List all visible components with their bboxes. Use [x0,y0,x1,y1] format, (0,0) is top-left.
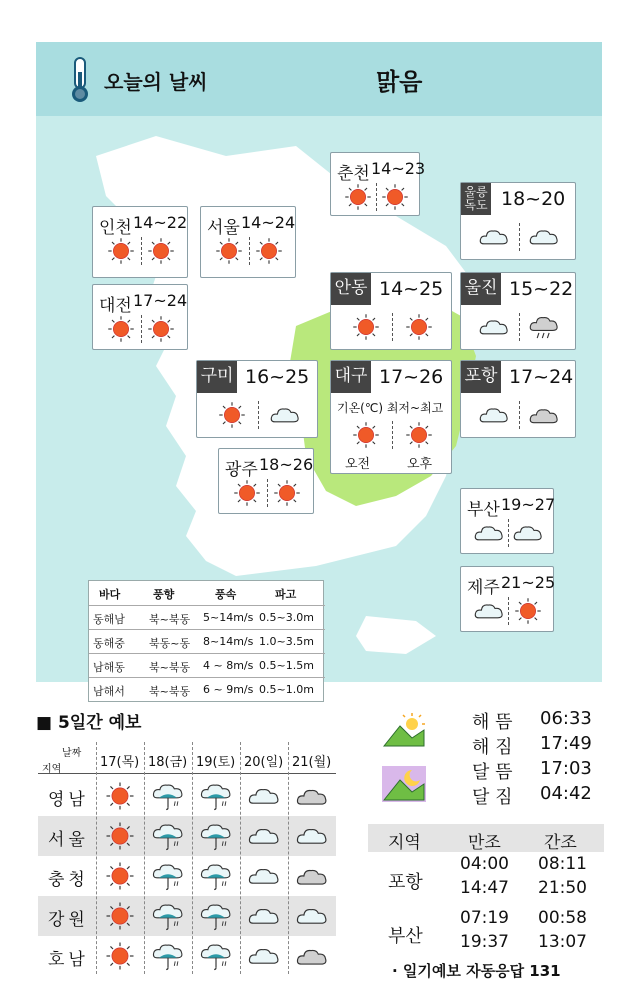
cloud-icon [246,781,282,811]
sun-icon [102,781,138,811]
sun-icon [102,821,138,851]
forecast-corner-date: 날짜 [62,748,82,759]
sea-cell: 6 ~ 9m/s [203,683,254,696]
sea-cell: 1.0~3.5m [259,635,314,648]
city-temp: 18~26 [259,455,314,474]
forecast-corner-region: 지역 [42,764,62,775]
city-temp: 14~24 [241,213,296,232]
city-name: 제주 [467,578,500,598]
forecast-region: 강원 [48,910,89,930]
column-divider [144,742,145,974]
sun-icon [102,941,138,971]
city-card-daejeon [92,284,188,350]
sun-moon-time: 17:49 [540,733,592,754]
city-temp: 15~22 [509,278,574,300]
sun-moon-time: 06:33 [540,708,592,729]
sun-icon [402,313,436,341]
sun-icon [511,597,545,625]
city-name: 대전 [99,296,132,316]
city-name: 안동 [331,273,371,305]
cloud-icon [477,223,511,251]
cloud-icon [511,519,545,547]
divider [249,237,250,265]
rainsun-icon [198,861,234,891]
tide-region: 포항 [388,872,423,893]
forecast-title: ■ 5일간 예보 [36,713,142,733]
cloud-icon [477,313,511,341]
tide-region: 부산 [388,926,423,947]
city-name: 부산 [467,500,500,520]
column-divider [192,742,193,974]
sun-moon-label: 해 짐 [472,737,513,758]
sun-moon-time: 17:03 [540,758,592,779]
cloud-icon [477,401,511,429]
forecast-row [38,896,336,936]
sea-cell: 북~북동 [149,613,191,626]
sun-moon-label: 해 뜸 [472,712,513,733]
sea-cell: 0.5~1.5m [259,659,314,672]
forecast-region: 충청 [48,870,89,890]
cloud-icon [472,597,506,625]
rainsun-icon [150,821,186,851]
city-temp: 14~22 [133,213,188,232]
divider [519,401,520,429]
cloud-icon [294,821,330,851]
city-name: 대구 [331,361,371,393]
cloud-icon [246,901,282,931]
sun-icon [144,315,178,343]
map-condition: 맑음 [376,68,423,96]
sea-cell: 동해중 [93,637,125,650]
tide-low-time: 21:50 [538,878,587,898]
city-temp: 14~23 [371,159,426,178]
forecast-region: 호남 [48,950,89,970]
sea-cell: 5~14m/s [203,611,254,624]
city-card-gwangju [218,448,314,514]
sea-cell: 8~14m/s [203,635,254,648]
sea-cell: 동해남 [93,613,125,626]
divider [392,421,393,449]
sea-conditions-table [88,580,324,702]
tide-high-time: 07:19 [460,908,509,928]
forecast-table [38,742,336,974]
sun-moon-label: 달 뜸 [472,762,513,783]
divider [508,597,509,625]
sun-icon [378,183,412,211]
city-name: 구미 [197,361,237,393]
sea-cell: 남해서 [93,685,125,698]
city-temp: 17~24 [509,366,574,388]
city-name: 서울 [207,218,240,238]
cloud-icon [246,821,282,851]
rainsun-icon [150,901,186,931]
tide-header-region: 지역 [388,833,421,853]
rain-icon [527,313,561,341]
city-temp: 17~26 [379,366,444,388]
divider [519,223,520,251]
rainsun-icon [198,901,234,931]
city-card-chuncheon [330,152,426,216]
divider [508,519,509,547]
sun-icon [104,315,138,343]
sea-row [89,629,325,653]
cloud-icon [527,223,561,251]
sun-moon-time: 04:42 [540,783,592,804]
forecast-row [38,816,336,856]
forecast-day: 20(일) [244,755,284,770]
sunrise-icon [382,712,426,748]
divider [376,183,377,211]
city-temp: 19~27 [501,495,556,514]
city-card-gumi [196,360,318,438]
divider [141,315,142,343]
tide-high-time: 04:00 [460,854,509,874]
forecast-region: 영남 [48,790,89,810]
column-divider [288,742,289,974]
divider [519,313,520,341]
sun-icon [402,421,436,449]
overcast-icon [294,781,330,811]
city-temp: 18~20 [501,188,566,210]
rainsun-icon [198,781,234,811]
city-name: 인천 [99,218,132,238]
overcast-icon [527,401,561,429]
cloud-icon [246,861,282,891]
sea-header-direction: 풍향 [153,588,175,601]
footer-hotline: · 일기예보 자동응답 131 [392,962,561,980]
forecast-region: 서울 [48,830,89,850]
tide-low-time: 08:11 [538,854,587,874]
rainsun-icon [198,821,234,851]
city-card-uljin [460,272,576,350]
sun-icon [270,479,304,507]
sun-icon [349,313,383,341]
sun-icon [349,421,383,449]
sea-header-speed: 풍속 [215,588,237,601]
forecast-row [38,856,336,896]
city-temp: 16~25 [245,366,310,388]
city-name: 춘천 [337,164,370,184]
sea-header-area: 바다 [99,588,121,601]
tide-header-high: 만조 [468,833,501,853]
sun-icon [215,401,249,429]
sun-icon [341,183,375,211]
divider [141,237,142,265]
cloud-icon [268,401,302,429]
sea-cell: 북동~동 [149,637,191,650]
column-divider [96,742,97,974]
sea-cell: 북~북동 [149,661,191,674]
divider [392,313,393,341]
overcast-icon [294,941,330,971]
sun-icon [230,479,264,507]
cloud-icon [294,901,330,931]
sun-icon [104,237,138,265]
weather-map [36,42,602,698]
sun-icon [102,861,138,891]
forecast-day: 18(금) [148,755,188,770]
city-name: 울진 [461,273,501,305]
forecast-day: 21(월) [292,755,332,770]
daegu-temp-legend: 기온(℃) 최저~최고 [337,401,444,415]
tide-header-low: 간조 [544,833,577,853]
map-title: 오늘의 날씨 [104,70,208,94]
city-name: 울릉 독도 [461,183,491,215]
sun-icon [102,901,138,931]
cloud-icon [246,941,282,971]
cloud-icon [472,519,506,547]
divider [267,479,268,507]
city-card-incheon [92,206,188,278]
sea-cell: 4 ~ 8m/s [203,659,254,672]
sea-cell: 0.5~3.0m [259,611,314,624]
forecast-row [38,936,336,976]
sea-header-wave: 파고 [275,588,297,601]
moonrise-icon [382,766,426,802]
rainsun-icon [198,941,234,971]
sea-row [89,605,325,629]
sea-cell: 남해동 [93,661,125,674]
city-card-busan [460,488,554,554]
divider [258,401,259,429]
city-name: 포항 [461,361,501,393]
sea-cell: 0.5~1.0m [259,683,314,696]
city-card-pohang [460,360,576,438]
rainsun-icon [150,781,186,811]
thermometer-icon [66,56,94,104]
overcast-icon [294,861,330,891]
rainsun-icon [150,941,186,971]
forecast-day: 19(토) [196,755,236,770]
forecast-row [38,776,336,816]
column-divider [240,742,241,974]
sea-row [89,677,325,701]
rainsun-icon [150,861,186,891]
city-temp: 14~25 [379,278,444,300]
sun-icon [212,237,246,265]
forecast-day: 17(목) [100,755,140,770]
sun-icon [144,237,178,265]
city-card-jeju [460,566,554,632]
city-card-andong [330,272,452,350]
sea-row [89,653,325,677]
city-temp: 17~24 [133,291,188,310]
city-card-ulleung [460,182,576,260]
tide-high-time: 14:47 [460,878,509,898]
sea-cell: 북~북동 [149,685,191,698]
city-name: 광주 [225,460,258,480]
pm-label: 오후 [407,457,433,472]
city-card-daegu [330,360,452,474]
tide-low-time: 13:07 [538,932,587,952]
sun-icon [252,237,286,265]
city-temp: 21~25 [501,573,556,592]
tide-low-time: 00:58 [538,908,587,928]
city-card-seoul [200,206,296,278]
tide-high-time: 19:37 [460,932,509,952]
sun-moon-label: 달 짐 [472,787,513,808]
am-label: 오전 [345,457,371,472]
